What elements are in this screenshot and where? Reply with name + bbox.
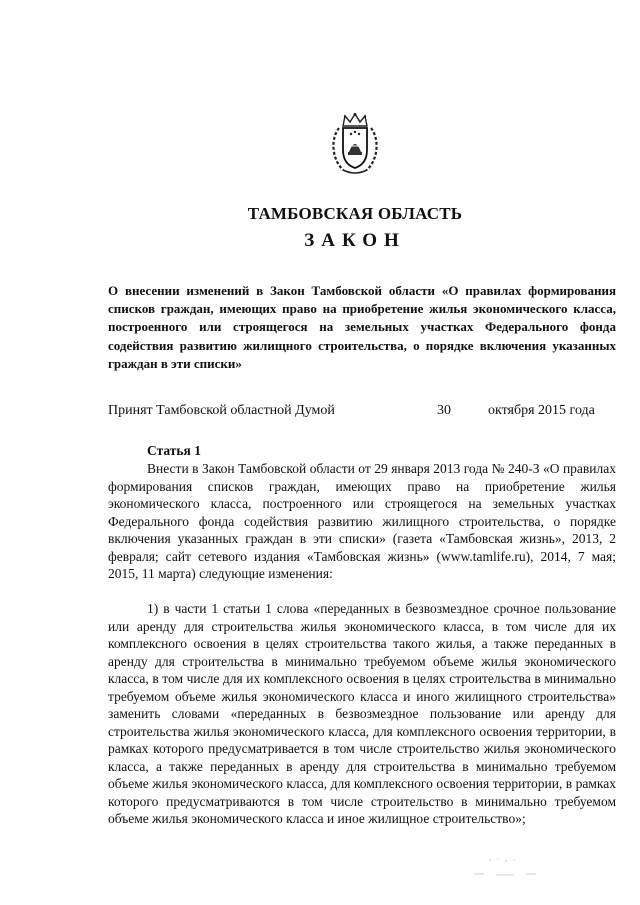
document-type: ЗАКОН [304, 230, 406, 251]
adoption-month-year: октября 2015 года [488, 403, 595, 418]
adoption-label: Принят Тамбовской областной Думой [108, 403, 335, 418]
article-paragraph-1-text: Внести в Закон Тамбовской области от 29 января 2013 года № 240-З «О правилах формирования списков граждан, имеющих право на приобретение жилья экономического класса, построенного или строящегося на земельных участках Федерального фонда содействия развитию жилищного строительства, о порядке включения указанных граждан в эти списки» (газета «Тамбовская жизнь», 2013, 2 февраля; сайт сетевого издания «Тамбовская жизнь» (www.tamlife.ru), 2014, 7 мая; 2015, 11 марта) следующие изменения: [108, 461, 616, 581]
scan-speckle [470, 856, 540, 878]
tambov-coat-of-arms-icon [329, 112, 381, 178]
article-paragraph-2 [108, 600, 616, 828]
article-paragraph-1 [108, 460, 616, 583]
article-heading: Статья 1 [147, 443, 201, 458]
region-name: ТАМБОВСКАЯ ОБЛАСТЬ [247, 204, 463, 223]
article-paragraph-2-text: 1) в части 1 статьи 1 слова «переданных в безвозмездное срочное пользование или аренду для строительства жилья экономического класса, в том числе для их комплексного освоения в целях строительства такого жилья, а также переданных в аренду для строительства в минимально требуемом объеме жилья экономического класса, в том числе для их комплексного освоения в целях строительства в минимально требуемом объеме жилья экономического класса и иного жилищного строительства» заменить словами «переданных в безвозмездное пользование или аренду для строительства жилья экономического класса, для комплексного освоения территории, в рамках которого предусматривается в том числе строительство жилья экономического класса, а также переданных в аренду для строительства в минимально требуемом объеме жилья экономического класса, для комплексного освоения территории, в рамках которого предусматриваются в том числе строительство в минимально требуемом объеме жилья экономического класса и иное жилищное строительство»; [108, 601, 616, 826]
law-title: О внесении изменений в Закон Тамбовской области «О правилах формирования списков граждан, имеющих право на приобретение жилья экономического класса, построенного или строящегося на земельных участках Федерального фонда содействия развитию жилищного строительства, о порядке включения указанных граждан в эти списки» [108, 283, 616, 371]
adoption-day: 30 [437, 403, 451, 418]
